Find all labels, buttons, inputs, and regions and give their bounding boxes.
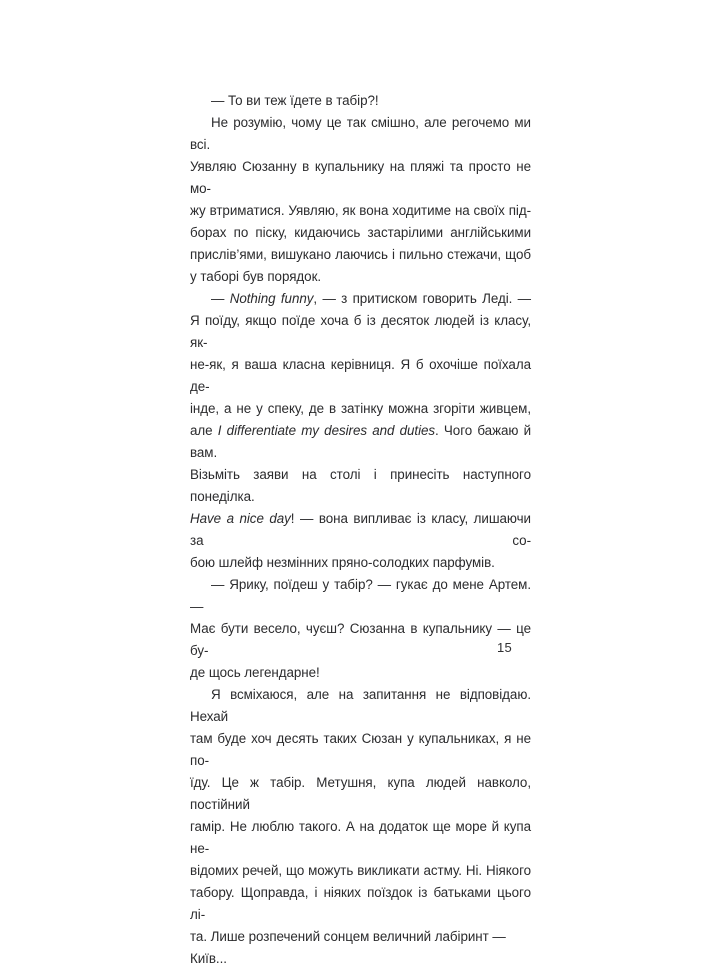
text-line bbox=[190, 288, 531, 310]
text-line bbox=[190, 662, 531, 684]
text-line bbox=[190, 420, 535, 464]
text-run: Я поїду, якщо поїде хоча б із десяток людей із класу, як- bbox=[190, 313, 535, 350]
text-run: , — з притиском говорить Леді. — bbox=[313, 291, 532, 306]
text-line bbox=[190, 860, 531, 882]
text-line bbox=[190, 684, 535, 728]
paragraph-dialogue-artem bbox=[190, 574, 535, 684]
text-run: не-як, я ваша класна керівниця. Я б охочіше поїхала де- bbox=[190, 357, 535, 394]
text-line bbox=[190, 882, 535, 926]
text-line bbox=[190, 618, 535, 662]
text-run: табору. Щоправда, і ніяких поїздок із батьками цього лі- bbox=[190, 885, 535, 922]
text-run: Візьміть заяви на столі і принесіть наступного понеділка. bbox=[190, 467, 535, 504]
text-line bbox=[190, 266, 531, 288]
text-run: відомих речей, що можуть викликати астму. Ні. Ніякого bbox=[190, 863, 531, 878]
text-run: та. Лише розпечений сонцем величний лабіринт — Київ... bbox=[190, 929, 510, 966]
text-run: бою шлейф незмінних пряно-солодких парфумів. bbox=[190, 555, 495, 570]
text-run: борах по піску, кидаючись застарілими англійськими bbox=[190, 225, 531, 240]
text-line bbox=[190, 244, 531, 266]
text-line bbox=[190, 552, 531, 574]
paragraph-narration-refusal bbox=[190, 684, 535, 970]
italic-run: I differentiate my desires and duties bbox=[217, 423, 436, 438]
text-line bbox=[190, 574, 535, 618]
text-line bbox=[190, 200, 531, 222]
text-run: — То ви теж їдете в табір?! bbox=[211, 93, 379, 108]
text-run: їду. Це ж табір. Метушня, купа людей навколо, постійний bbox=[190, 775, 535, 812]
text-line bbox=[190, 222, 531, 244]
page-text-block bbox=[190, 90, 535, 970]
text-line bbox=[190, 464, 535, 508]
text-line bbox=[190, 354, 535, 398]
text-line bbox=[190, 816, 535, 860]
text-line bbox=[190, 398, 531, 420]
text-line bbox=[190, 508, 535, 552]
text-run: де щось легендарне! bbox=[190, 665, 320, 680]
text-run: — Ярику, поїдеш у табір? — гукає до мене Артем. — bbox=[190, 577, 535, 614]
text-line bbox=[190, 772, 535, 816]
text-run: . Чого бажаю й вам. bbox=[190, 423, 535, 460]
text-line bbox=[190, 156, 535, 200]
text-line bbox=[190, 90, 531, 112]
text-run: Не розумію, чому це так смішно, але регочемо ми всі. bbox=[190, 115, 535, 152]
text-run: але bbox=[190, 423, 218, 438]
text-run: Я всміхаюся, але на запитання не відповідаю. Нехай bbox=[190, 687, 535, 724]
text-line bbox=[190, 728, 535, 772]
text-run: Має бути весело, чуєш? Сюзанна в купальнику — це бу- bbox=[190, 621, 535, 658]
text-line bbox=[190, 926, 531, 970]
text-line bbox=[190, 310, 535, 354]
text-run: прислів’ями, вишукано лаючись і пильно стежачи, щоб bbox=[190, 247, 531, 262]
italic-run: Have a nice day bbox=[190, 511, 291, 526]
page-number: 15 bbox=[497, 640, 513, 655]
italic-run: Nothing funny bbox=[229, 291, 314, 306]
text-line bbox=[190, 112, 535, 156]
text-run: там буде хоч десять таких Сюзан у купальниках, я не по- bbox=[190, 731, 535, 768]
text-run: у таборі був порядок. bbox=[190, 269, 322, 284]
text-run: ! — вона випливає із класу, лишаючи за со- bbox=[190, 511, 535, 548]
paragraph-dialogue-camp-question bbox=[190, 90, 531, 112]
text-run: Уявляю Сюзанну в купальнику на пляжі та просто не мо- bbox=[190, 159, 535, 196]
text-run: — bbox=[211, 291, 230, 306]
text-run: інде, а не у спеку, де в затінку можна згоріти живцем, bbox=[190, 401, 531, 416]
text-run: жу втриматися. Уявляю, як вона ходитиме на своїх під- bbox=[190, 203, 531, 218]
paragraph-dialogue-lady bbox=[190, 288, 535, 574]
paragraph-narration-laughter bbox=[190, 112, 535, 288]
text-run: гамір. Не люблю такого. А на додаток ще море й купа не- bbox=[190, 819, 535, 856]
